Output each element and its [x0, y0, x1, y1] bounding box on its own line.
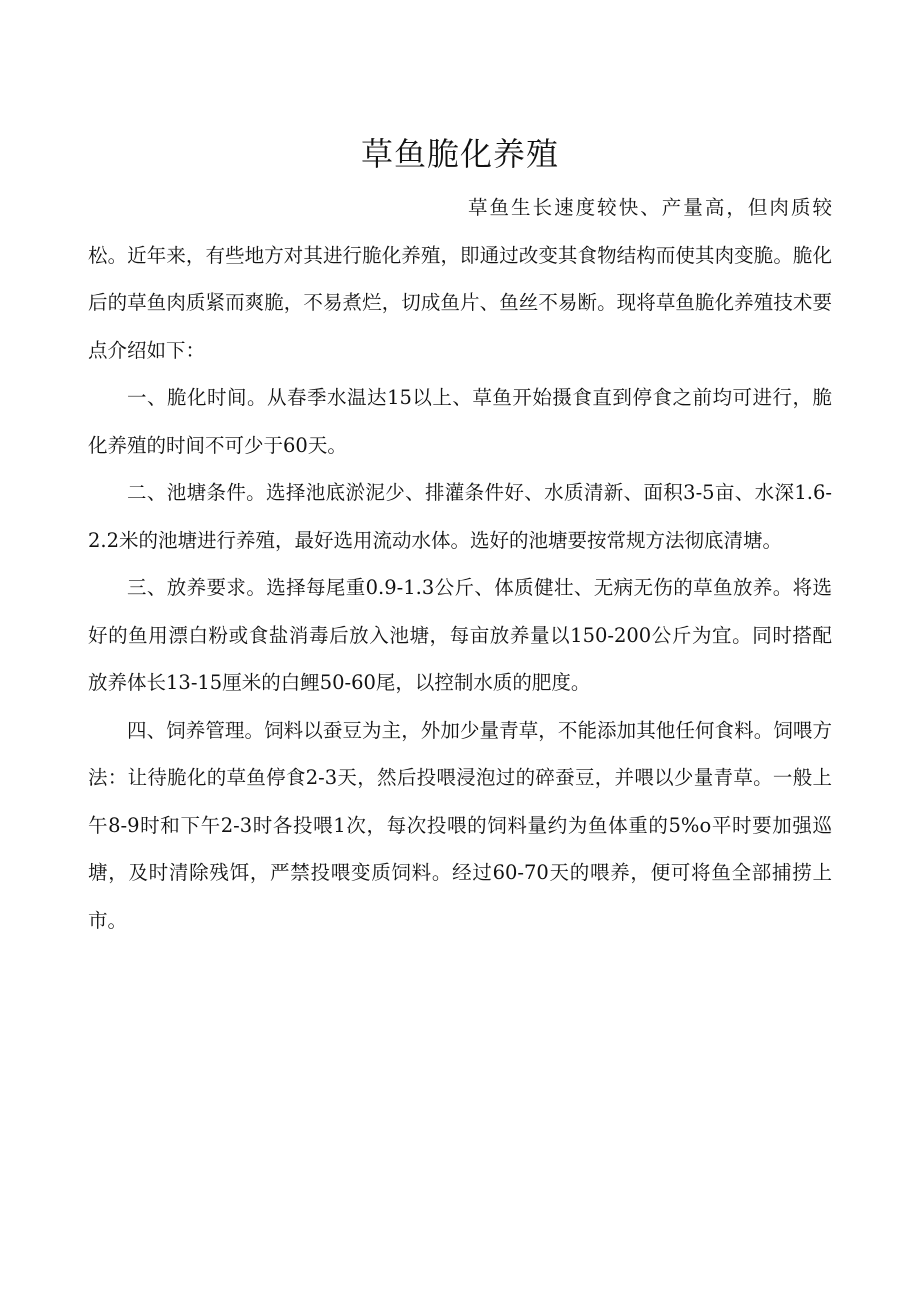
document-body	[88, 184, 832, 944]
paragraph-section-4: 四、饲养管理。饲料以蚕豆为主，外加少量青草，不能添加其他任何食料。饲喂方法：让待脆化的草鱼停食2-3天，然后投喂浸泡过的碎蚕豆，并喂以少量青草。一般上午8-9时和下午2-3时各投喂1次，每次投喂的饲料量约为鱼体重的5%o平时要加强巡塘，及时清除残饵，严禁投喂变质饲料。经过60-70天的喂养，便可将鱼全部捕捞上市。	[88, 718, 832, 932]
paragraph-section-2: 二、池塘条件。选择池底淤泥少、排灌条件好、水质清新、面积3-5亩、水深1.6-2.2米的池塘进行养殖，最好选用流动水体。选好的池塘要按常规方法彻底清塘。	[88, 481, 832, 552]
paragraph-intro: 草鱼生长速度较快、产量高，但肉质较松。近年来，有些地方对其进行脆化养殖，即通过改变其食物结构而使其肉变脆。脆化后的草鱼肉质紧而爽脆，不易煮烂，切成鱼片、鱼丝不易断。现将草鱼脆化养殖技术要点介绍如下：	[88, 196, 832, 362]
document-title: 草鱼脆化养殖	[360, 135, 559, 173]
paragraph-section-1: 一、脆化时间。从春季水温达15以上、草鱼开始摄食直到停食之前均可进行，脆化养殖的时间不可少于60天。	[88, 386, 832, 457]
paragraph-section-3: 三、放养要求。选择每尾重0.9-1.3公斤、体质健壮、无病无伤的草鱼放养。将选好的鱼用漂白粉或食盐消毒后放入池塘，每亩放养量以150-200公斤为宜。同时搭配放养体长13-15厘米的白鲤50-60尾，以控制水质的肥度。	[88, 576, 832, 694]
